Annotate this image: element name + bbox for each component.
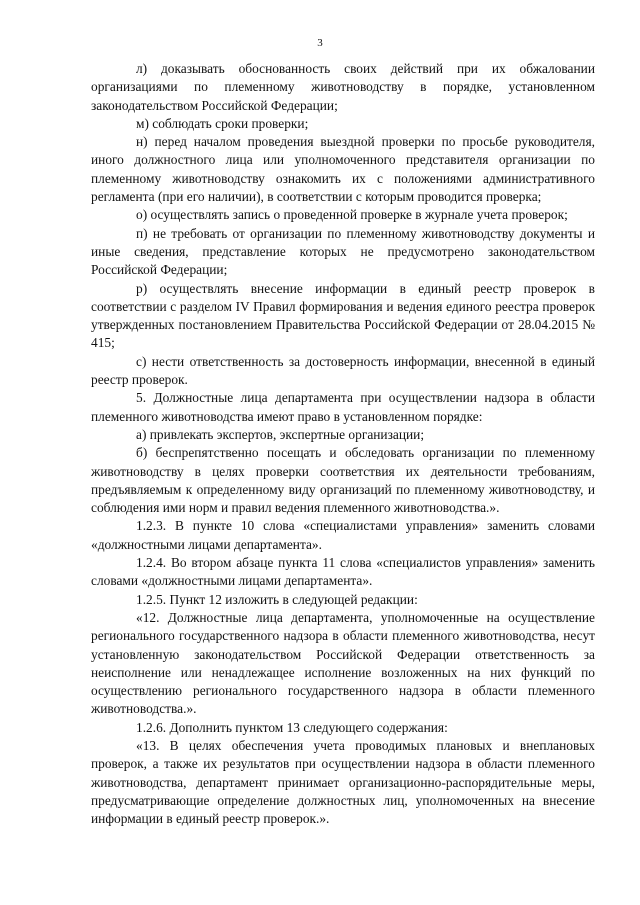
item-p-paragraph: п) не требовать от организации по племенному животноводству документы и иные сведения, представление которых не предусмотрено законодательством Российской Федерации; — [91, 225, 595, 278]
document-body — [91, 60, 595, 828]
item-a-paragraph: а) привлекать экспертов, экспертные организации; — [136, 426, 425, 442]
item-m-paragraph: м) соблюдать сроки проверки; — [136, 115, 309, 131]
item-l-paragraph: л) доказывать обоснованность своих действий при их обжаловании организациями по племенному животноводству в порядке, установленном законодательством Российской Федерации; — [91, 61, 595, 113]
item-o-paragraph: о) осуществлять запись о проведенной проверке в журнале учета проверок; — [136, 207, 568, 223]
amendment-1-2-3-paragraph: 1.2.3. В пункте 10 слова «специалистами управления» заменить словами «должностными лицами департамента». — [91, 518, 595, 552]
item-n-paragraph: н) перед началом проведения выездной проверки по просьбе руководителя, иного должностного лица или уполномоченного представителя организации по племенному животноводству ознакомить их с положениями административного регламента (при его наличии), в соответствии с которым проводится проверка; — [91, 134, 595, 205]
item-r-paragraph: р) осуществлять внесение информации в единый реестр проверок в соответствии с разделом IV Правил формирования и ведения единого реестра проверок утвержденных постановлением Правительства Российской Федерации от 28.04.2015 № 415; — [91, 280, 595, 351]
clause-13-paragraph: «13. В целях обеспечения учета проводимых плановых и внеплановых проверок, а также их результатов при осуществлении надзора в области племенного животноводства, департамент принимает организационно-распорядительные меры, предусматривающие определение должностных лиц, уполномоченных на внесение информации в единый реестр проверок.». — [91, 737, 595, 827]
item-s-paragraph: с) нести ответственность за достоверность информации, внесенной в единый реестр проверок. — [91, 353, 595, 388]
clause-12-paragraph: «12. Должностные лица департамента, уполномоченные на осуществление регионального государственного надзора в области племенного животноводства, несут установленную законодательством Российской Федерации ответственность за неисполнение или ненадлежащее исполнение возложенных на них функций по осуществлению регионального государственного надзора в области племенного животноводства.». — [91, 609, 595, 717]
item-b-paragraph: б) беспрепятственно посещать и обследовать организации по племенному животноводству в целях проверки соответствия их деятельности требованиям, предъявляемым к определенному виду организаций по племенному животноводству, и соблюдения ими норм и правил ведения племенного животноводства.». — [91, 445, 595, 516]
amendment-1-2-4-paragraph: 1.2.4. Во втором абзаце пункта 11 слова «специалистов управления» заменить словами «должностными лицами департамента». — [91, 555, 595, 589]
page-number: 3 — [317, 37, 323, 49]
amendment-1-2-6-paragraph: 1.2.6. Дополнить пунктом 13 следующего содержания: — [136, 719, 448, 735]
amendment-1-2-5-paragraph: 1.2.5. Пункт 12 изложить в следующей редакции: — [136, 591, 418, 607]
clause-5-paragraph: 5. Должностные лица департамента при осуществлении надзора в области племенного животноводства имеют право в установленном порядке: — [91, 390, 595, 424]
